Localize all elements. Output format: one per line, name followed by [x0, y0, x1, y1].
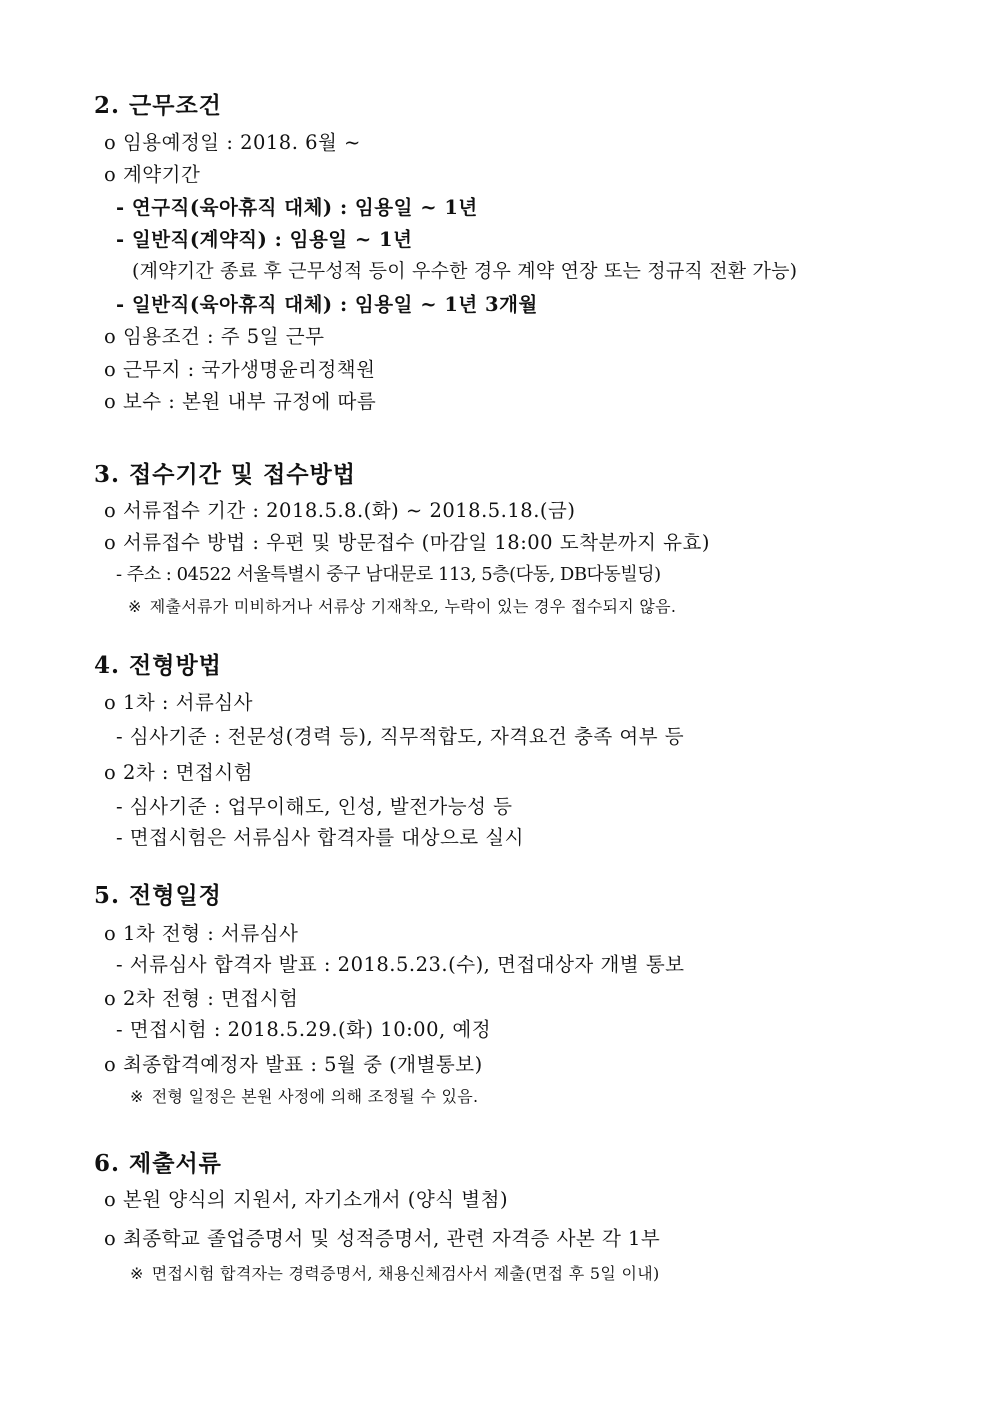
section-heading-schedule: 5. 전형일정 [94, 882, 222, 909]
list-item: - 일반직(계약직) : 임용일 ~ 1년 [116, 228, 413, 251]
list-item: - 일반직(육아휴직 대체) : 임용일 ~ 1년 3개월 [116, 293, 538, 316]
list-item: - 면접시험 : 2018.5.29.(화) 10:00, 예정 [116, 1018, 492, 1041]
section-heading-application: 3. 접수기간 및 접수방법 [94, 461, 356, 488]
list-item: o 2차 : 면접시험 [104, 761, 253, 784]
list-item: o 계약기간 [104, 163, 201, 186]
list-item: o 임용예정일 : 2018. 6월 ~ [104, 131, 361, 154]
notice-text [130, 1266, 660, 1282]
notice-text [128, 599, 676, 615]
section-heading-documents: 6. 제출서류 [94, 1150, 222, 1177]
list-item: - 서류심사 합격자 발표 : 2018.5.23.(수), 면접대상자 개별 통보 [116, 953, 685, 976]
list-item: o 최종합격예정자 발표 : 5월 중 (개별통보) [104, 1053, 483, 1076]
notice-body: 전형 일정은 본원 사정에 의해 조정될 수 있음. [151, 1087, 479, 1106]
section-heading-work-conditions: 2. 근무조건 [94, 92, 222, 119]
list-item: o 1차 전형 : 서류심사 [104, 922, 299, 945]
reference-mark-icon: ※ [130, 1264, 144, 1283]
notice-body: 제출서류가 미비하거나 서류상 기재착오, 누락이 있는 경우 접수되지 않음. [149, 597, 677, 616]
list-item: o 임용조건 : 주 5일 근무 [104, 325, 325, 348]
reference-mark-icon: ※ [128, 597, 142, 616]
list-item: o 서류접수 방법 : 우편 및 방문접수 (마감일 18:00 도착분까지 유효) [104, 531, 710, 554]
reference-mark-icon: ※ [130, 1087, 144, 1106]
list-item: - 심사기준 : 전문성(경력 등), 직무적합도, 자격요건 충족 여부 등 [116, 725, 685, 748]
list-item: o 근무지 : 국가생명윤리정책원 [104, 358, 376, 381]
list-item: o 보수 : 본원 내부 규정에 따름 [104, 390, 377, 413]
list-item: - 심사기준 : 업무이해도, 인성, 발전가능성 등 [116, 795, 513, 818]
list-item-note: (계약기간 종료 후 근무성적 등이 우수한 경우 계약 연장 또는 정규직 전환 가능) [132, 260, 798, 282]
list-item: o 서류접수 기간 : 2018.5.8.(화) ∼ 2018.5.18.(금) [104, 499, 576, 522]
list-item: - 면접시험은 서류심사 합격자를 대상으로 실시 [116, 826, 524, 849]
notice-body: 면접시험 합격자는 경력증명서, 채용신체검사서 제출(면접 후 5일 이내) [151, 1264, 660, 1283]
section-heading-selection-method: 4. 전형방법 [94, 652, 222, 679]
list-item: o 1차 : 서류심사 [104, 691, 253, 714]
list-item: o 최종학교 졸업증명서 및 성적증명서, 관련 자격증 사본 각 1부 [104, 1227, 661, 1250]
list-item: o 본원 양식의 지원서, 자기소개서 (양식 별첨) [104, 1188, 509, 1211]
list-item: - 연구직(육아휴직 대체) : 임용일 ~ 1년 [116, 196, 478, 219]
list-item: o 2차 전형 : 면접시험 [104, 987, 299, 1010]
list-item: - 주소 : 04522 서울특별시 중구 남대문로 113, 5층(다동, DB다동빌딩) [116, 564, 661, 585]
notice-text [130, 1089, 478, 1105]
